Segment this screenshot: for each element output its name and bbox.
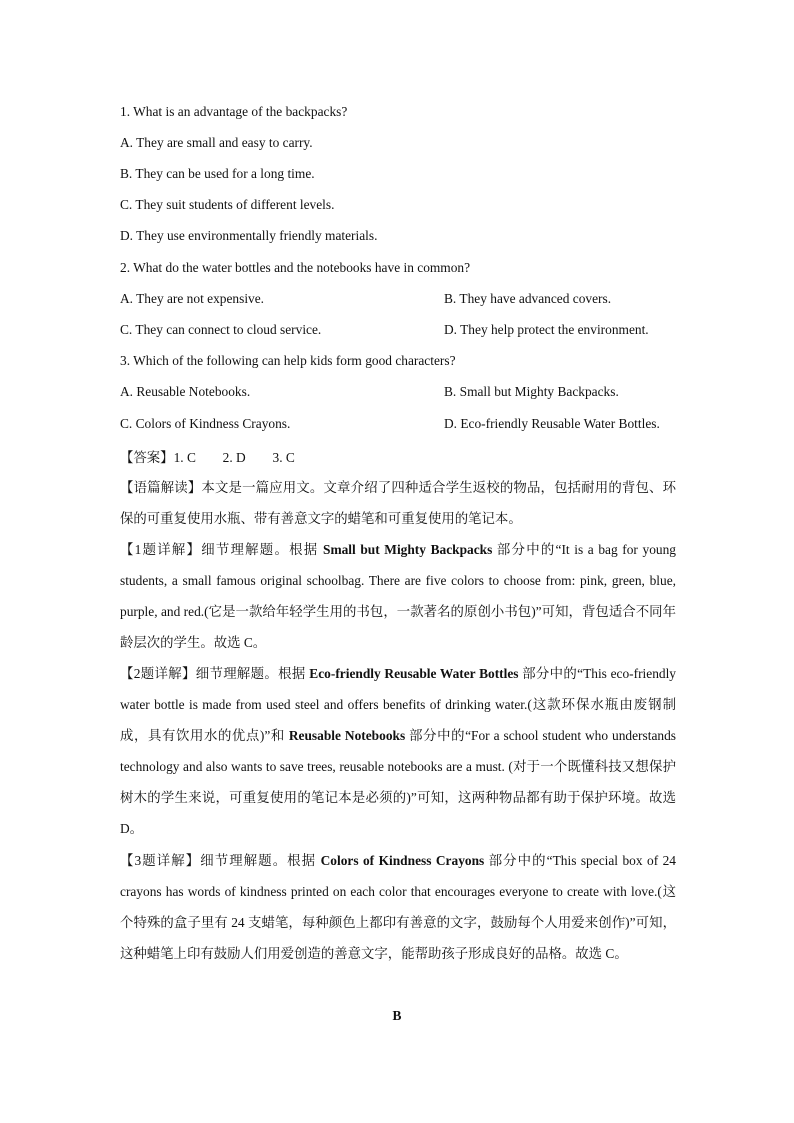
question-3-option-b: B. Small but Mighty Backpacks. bbox=[444, 384, 619, 399]
question-1-stem: 1. What is an advantage of the backpacks? bbox=[120, 104, 348, 119]
question-1-option-c: C. They suit students of different levels. bbox=[120, 197, 335, 212]
question-2-option-a: A. They are not expensive. bbox=[120, 291, 265, 306]
detail-2-section-name-1: Eco-friendly Reusable Water Bottles bbox=[309, 666, 519, 681]
answer-label: 【答案】 bbox=[120, 450, 174, 465]
detail-3-label: 【3题详解】 bbox=[120, 853, 201, 868]
question-3-option-d: D. Eco-friendly Reusable Water Bottles. bbox=[444, 416, 660, 431]
question-1-option-d: D. They use environmentally friendly materials. bbox=[120, 228, 378, 243]
detail-3-text-a: 细节理解题。根据 bbox=[200, 853, 321, 868]
question-1-option-a: A. They are small and easy to carry. bbox=[120, 135, 313, 150]
question-3-stem: 3. Which of the following can help kids form good characters? bbox=[120, 353, 456, 368]
detail-3-text-b: 部分中的“This special box of 24 crayons has words of kindness printed on each color that encourages everyone to create with love.(这个特殊的盒子里有 24 支蜡笔，每种颜色上都印有善意的文字，鼓励每个人用爱来创作)”可知，这种蜡笔上印有鼓励人们用爱创造的善意文字，能帮助孩子形成良好的品格。故选 C。 bbox=[120, 853, 676, 961]
detail-1-text-a: 细节理解题。根据 bbox=[201, 542, 323, 557]
passage-interpretation-label: 【语篇解读】 bbox=[120, 480, 202, 495]
detail-3-section-name: Colors of Kindness Crayons bbox=[320, 853, 485, 868]
answer-text: 1. C 2. D 3. C bbox=[173, 450, 295, 465]
passage-interpretation-text: 本文是一篇应用文。文章介绍了四种适合学生返校的物品，包括耐用的背包、环保的可重复使用水瓶、带有善意文字的蜡笔和可重复使用的笔记本。 bbox=[120, 480, 677, 526]
question-2-option-d: D. They help protect the environment. bbox=[444, 322, 649, 337]
question-3-option-c: C. Colors of Kindness Crayons. bbox=[120, 416, 291, 431]
question-2-option-c: C. They can connect to cloud service. bbox=[120, 322, 322, 337]
detail-1-label: 【1题详解】 bbox=[120, 542, 202, 557]
detail-2-text-b: 部分中的“This eco-friendly water bottle is made from used steel and offers benefits of drinking water.(这款环保水瓶由废钢制成，具有饮用水的优点)”和 bbox=[120, 666, 677, 743]
detail-2-section-name-2: Reusable Notebooks bbox=[288, 728, 406, 743]
detail-2-text-c: 部分中的“For a school student who understands technology and also wants to save trees, reusable notebooks are a must. (对于一个既懂科技又想保护树木的学生来说，可重复使用的笔记本是必须的)”可知，这两种物品都有助于保护环境。故选 D。 bbox=[120, 728, 676, 836]
detail-1-section-name: Small but Mighty Backpacks bbox=[323, 542, 493, 557]
detail-1-text-b: 部分中的“It is a bag for young students, a small famous original schoolbag. There are five colors to choose from: pink, green, blue, purple, and red.(它是一款给年轻学生用的书包，一款著名的原创小书包)”可知，背包适合不同年龄层次的学生。故选 C。 bbox=[120, 542, 676, 650]
question-2-stem: 2. What do the water bottles and the notebooks have in common? bbox=[120, 260, 471, 275]
section-letter: B bbox=[392, 1008, 402, 1023]
detail-2-text-a: 细节理解题。根据 bbox=[195, 666, 310, 681]
passage-interpretation bbox=[120, 472, 676, 534]
question-2-option-b: B. They have advanced covers. bbox=[444, 291, 612, 306]
answer-line bbox=[120, 447, 295, 466]
detail-2-label: 【2题详解】 bbox=[120, 666, 196, 681]
question-1-option-b: B. They can be used for a long time. bbox=[120, 166, 315, 181]
detail-2 bbox=[120, 658, 676, 844]
question-3-option-a: A. Reusable Notebooks. bbox=[120, 384, 251, 399]
detail-1 bbox=[120, 534, 676, 658]
detail-3 bbox=[120, 845, 676, 969]
